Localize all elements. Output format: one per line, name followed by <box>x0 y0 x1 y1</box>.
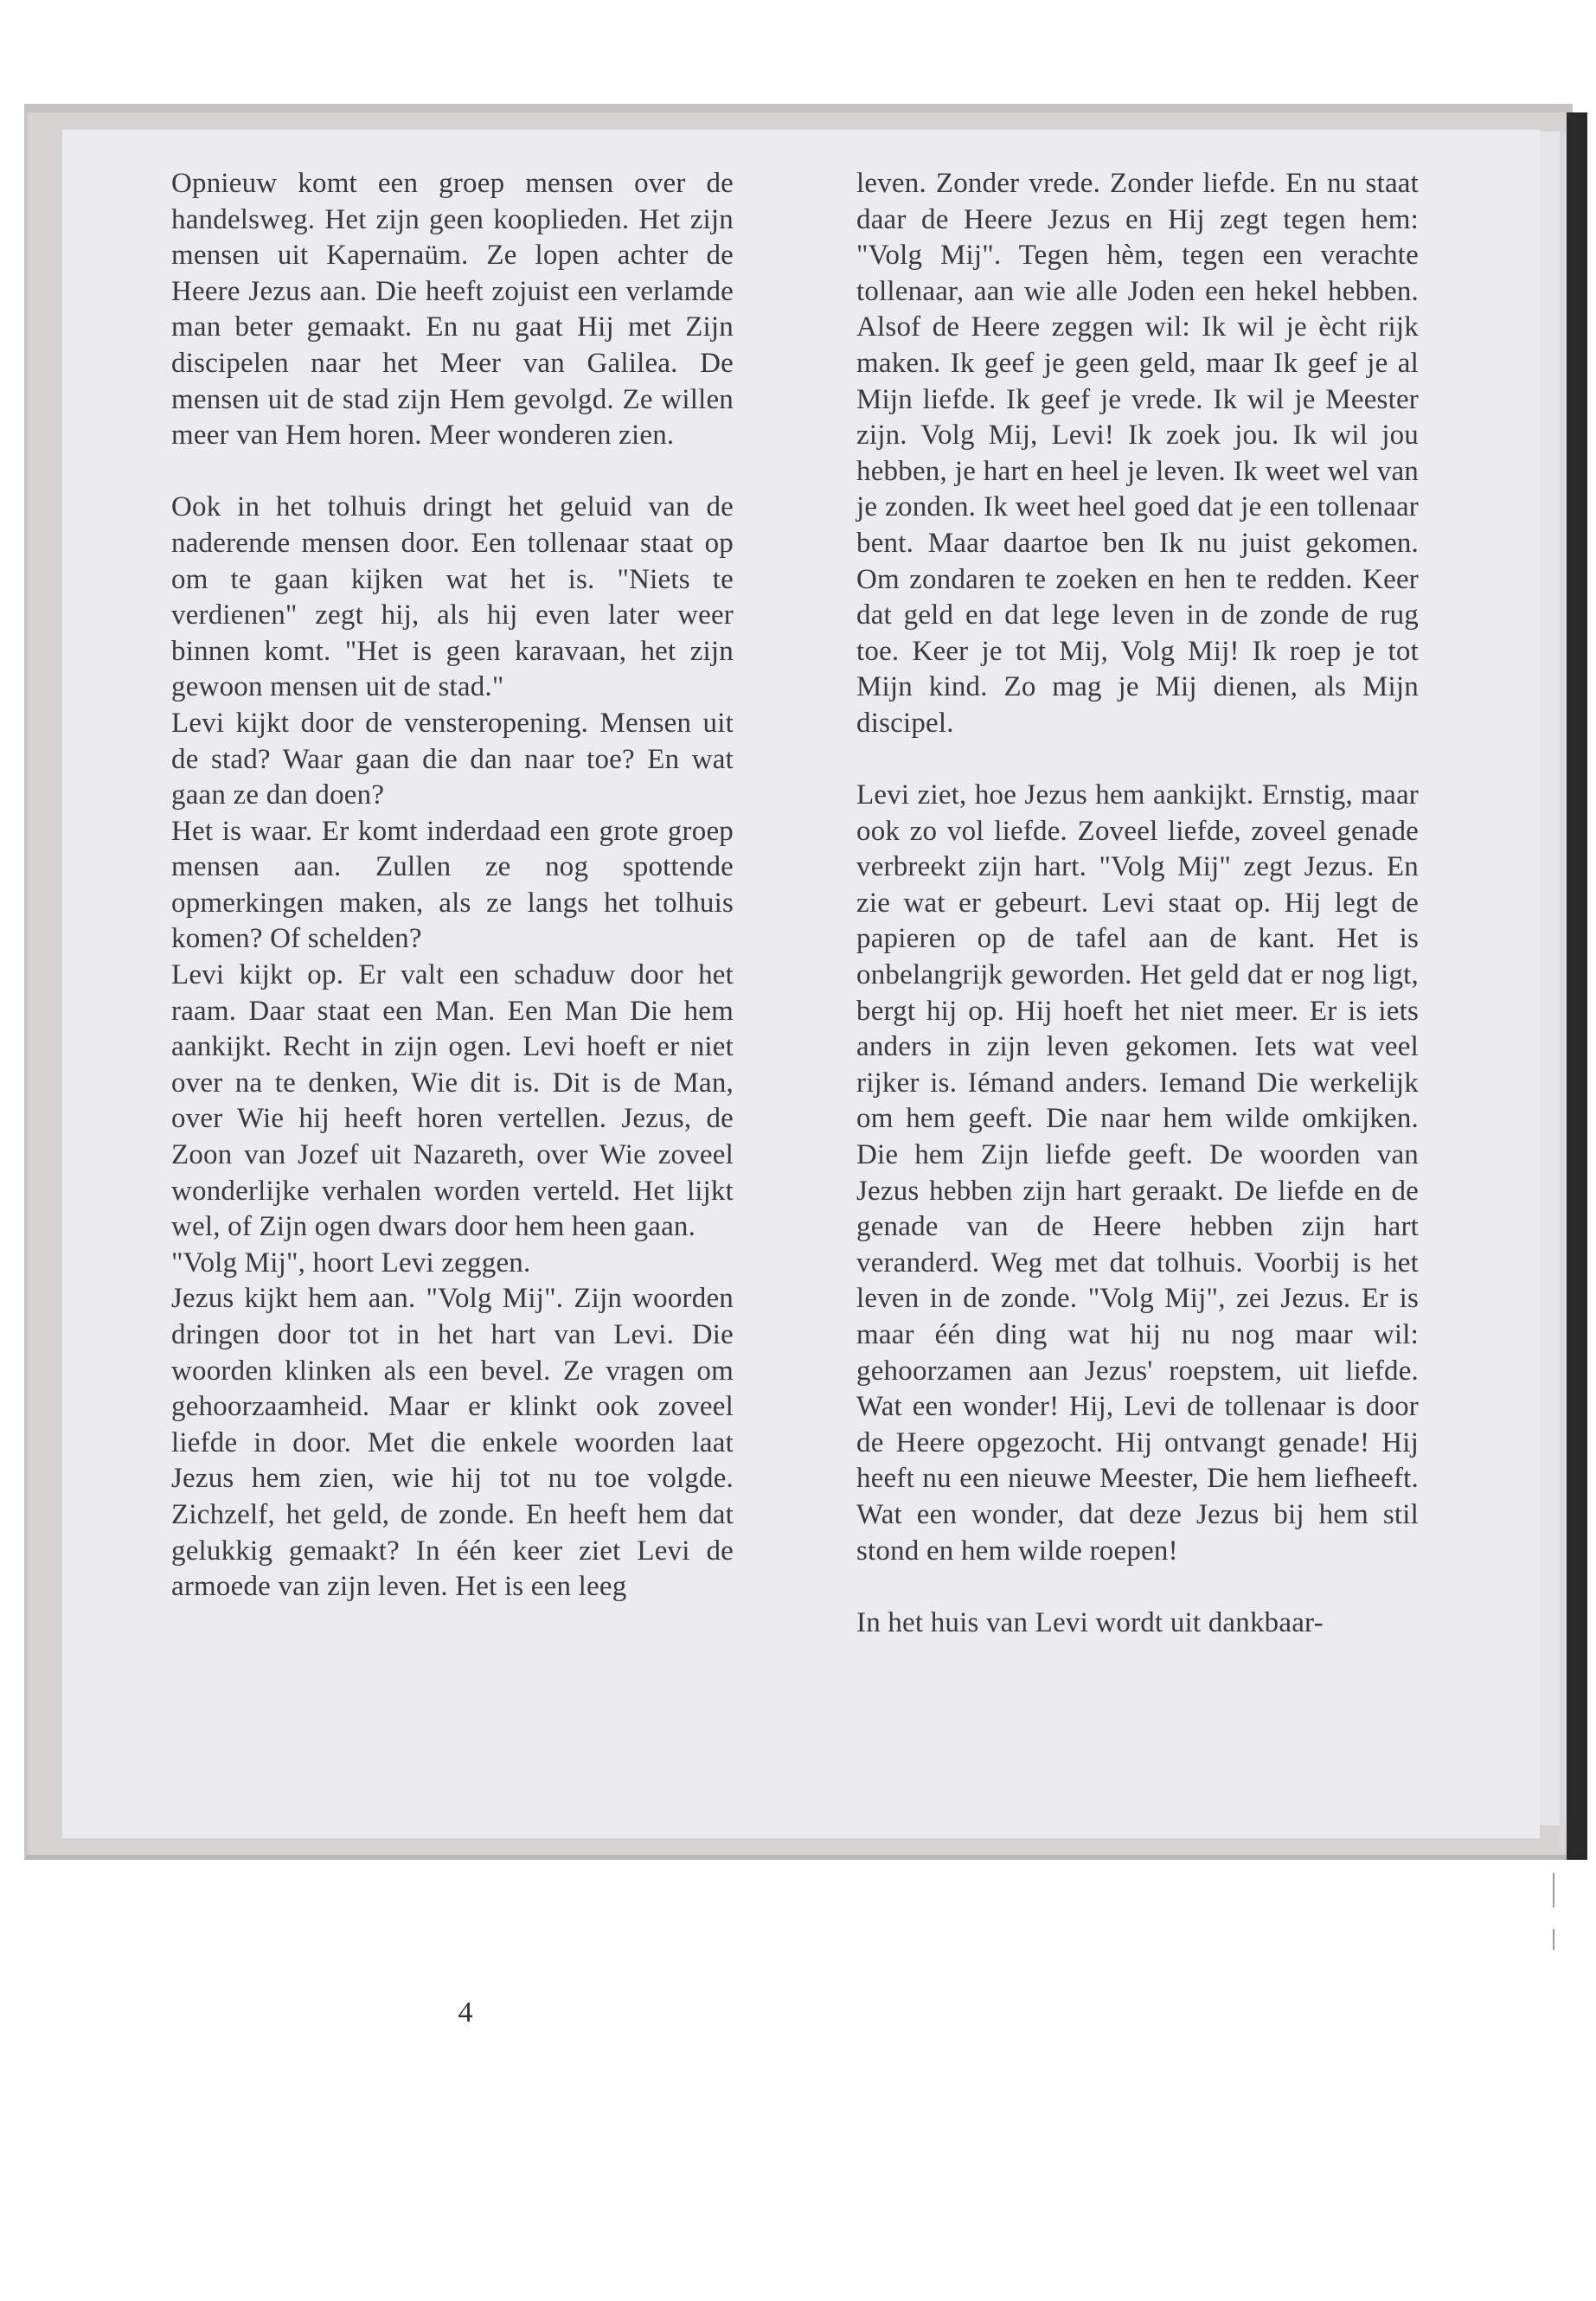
paragraph: leven. Zonder vrede. Zonder liefde. En nu staat daar de Heere Jezus en Hij zegt tegen hem: "Volg Mij". Tegen hèm, tegen een verachte tollenaar, aan wie alle Joden een hekel hebben. Alsof de Heere zeggen wil: Ik wil je ècht rijk maken. Ik geef je geen geld, maar Ik geef je al Mijn liefde. Ik geef je vrede. Ik wil je Meester zijn. Volg Mij, Levi! Ik zoek jou. Ik wil jou hebben, je hart en heel je leven. Ik weet wel van je zonden. Ik weet heel goed dat je een tollenaar bent. Maar daartoe ben Ik nu juist gekomen. Om zondaren te zoeken en hen te redden. Keer dat geld en dat lege leven in de zonde de rug toe. Keer je tot Mij, Volg Mij! Ik roep je tot Mijn kind. Zo mag je Mij dienen, als Mijn discipel. <box>856 168 1419 739</box>
page-edge <box>1560 130 1565 1851</box>
book-spine <box>1567 112 1587 1860</box>
paragraph: In het huis van Levi wordt uit dankbaar- <box>856 1606 1324 1638</box>
paragraph: Levi ziet, hoe Jezus hem aankijkt. Ernstig, maar ook zo vol liefde. Zoveel liefde, zoveel genade verbreekt zijn hart. "Volg Mij" zegt Jezus. En zie wat er gebeurt. Levi staat op. Hij legt de papieren op de tafel aan de kant. Het is onbelangrijk geworden. Het geld dat er nog ligt, bergt hij op. Hij hoeft het niet meer. Er is iets anders in zijn leven gekomen. Iets wat veel rijker is. Iémand anders. Iemand Die werkelijk om hem geeft. Die naar hem wilde omkijken. Die hem Zijn liefde geeft. De woorden van Jezus hebben zijn hart geraakt. De liefde en de genade van de Heere hebben zijn hart veranderd. Weg met dat tolhuis. Voorbij is het leven in de zonde. "Volg Mij", zei Jezus. Er is maar één ding wat hij nu nog maar wil: gehoorzamen aan Jezus' roepstem, uit liefde. Wat een wonder! Hij, Levi de tollenaar is door de Heere opgezocht. Hij ontvangt genade! Hij heeft nu een nieuwe Meester, Die hem liefheeft. Wat een wonder, dat deze Jezus bij hem stil stond en hem wilde roepen! <box>856 779 1419 1567</box>
paragraph: Opnieuw komt een groep mensen over de handelsweg. Het zijn geen kooplieden. Het zijn mensen uit Kapernaüm. Ze lopen achter de Heere Jezus aan. Die heeft zojuist een verlamde man beter gemaakt. En nu gaat Hij met Zijn discipelen naar het Meer van Galilea. De mensen uit de stad zijn Hem gevolgd. Ze willen meer van Hem horen. Meer wonderen zien. <box>171 168 734 452</box>
paragraph: Het is waar. Er komt inderdaad een grote groep mensen aan. Zullen ze nog spottende opmerkingen maken, als ze langs het tolhuis komen? Of schelden? <box>171 815 734 955</box>
paragraph: "Volg Mij", hoort Levi zeggen. <box>171 1247 531 1279</box>
paragraph: Jezus kijkt hem aan. "Volg Mij". Zijn woorden dringen door tot in het hart van Levi. Die woorden klinken als een bevel. Ze vragen om gehoorzaamheid. Maar er klinkt ook zoveel liefde in door. Met die enkele woorden laat Jezus hem zien, wie hij tot nu toe volgde. Zichzelf, het geld, de zonde. En heeft hem dat gelukkig gemaakt? In één keer ziet Levi de armoede van zijn leven. Het is een leeg <box>171 1283 734 1603</box>
scan-mark <box>1553 1929 1554 1950</box>
paragraph: Levi kijkt op. Er valt een schaduw door het raam. Daar staat een Man. Een Man Die hem aankijkt. Recht in zijn ogen. Levi hoeft er niet over na te denken, Wie dit is. Dit is de Man, over Wie hij heeft horen vertellen. Jezus, de Zoon van Jozef uit Nazareth, over Wie zoveel wonderlijke verhalen worden verteld. Het lijkt wel, of Zijn ogen dwars door hem heen gaan. <box>171 959 734 1243</box>
paragraph: Levi kijkt door de vensteropening. Mensen uit de stad? Waar gaan die dan naar toe? En wat gaan ze dan doen? <box>171 707 734 811</box>
page-number: 4 <box>458 1997 473 2029</box>
scan-mark <box>1553 1873 1554 1907</box>
left-column <box>171 166 734 1606</box>
paragraph: Ook in het tolhuis dringt het geluid van de naderende mensen door. Een tollenaar staat op om te gaan kijken wat het is. "Niets te verdienen" zegt hij, als hij even later weer binnen komt. "Het is geen karavaan, het zijn gewoon mensen uit de stad." <box>171 491 734 703</box>
right-column <box>856 166 1419 1641</box>
